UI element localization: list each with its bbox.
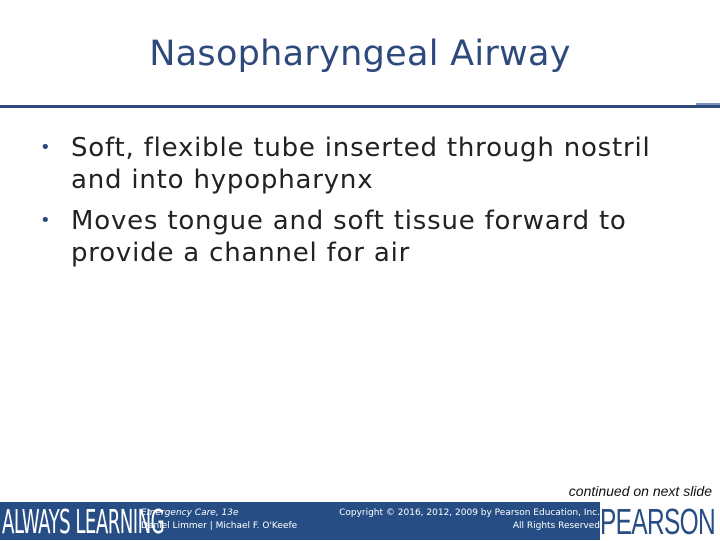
footer-bar <box>0 502 720 540</box>
bullet-text: Moves tongue and soft tissue forward to provide a channel for air <box>71 206 627 268</box>
book-authors: Daniel Limmer | Michael F. O'Keefe <box>141 521 298 531</box>
pearson-logo: PEARSON <box>600 504 715 540</box>
bullet-item <box>40 132 700 196</box>
bullet-list <box>40 132 700 278</box>
bullet-text: Soft, flexible tube inserted through nostril and into hypopharynx <box>71 133 651 195</box>
copyright-text: Copyright © 2016, 2012, 2009 by Pearson Education, Inc. <box>339 508 600 518</box>
always-learning-logo: ALWAYS LEARNING <box>2 502 165 541</box>
slide-title: Nasopharyngeal Airway <box>149 34 571 74</box>
bullet-marker: • <box>40 137 52 158</box>
book-credit <box>141 507 297 533</box>
book-title: Emergency Care, 13e <box>141 508 239 518</box>
bullet-item <box>40 205 700 269</box>
continued-note: continued on next slide <box>568 483 712 499</box>
copyright-notice <box>339 507 600 533</box>
title-divider-accent <box>696 103 720 105</box>
rights-text: All Rights Reserved <box>512 521 600 531</box>
bullet-marker: • <box>40 210 52 231</box>
title-divider <box>0 105 720 108</box>
